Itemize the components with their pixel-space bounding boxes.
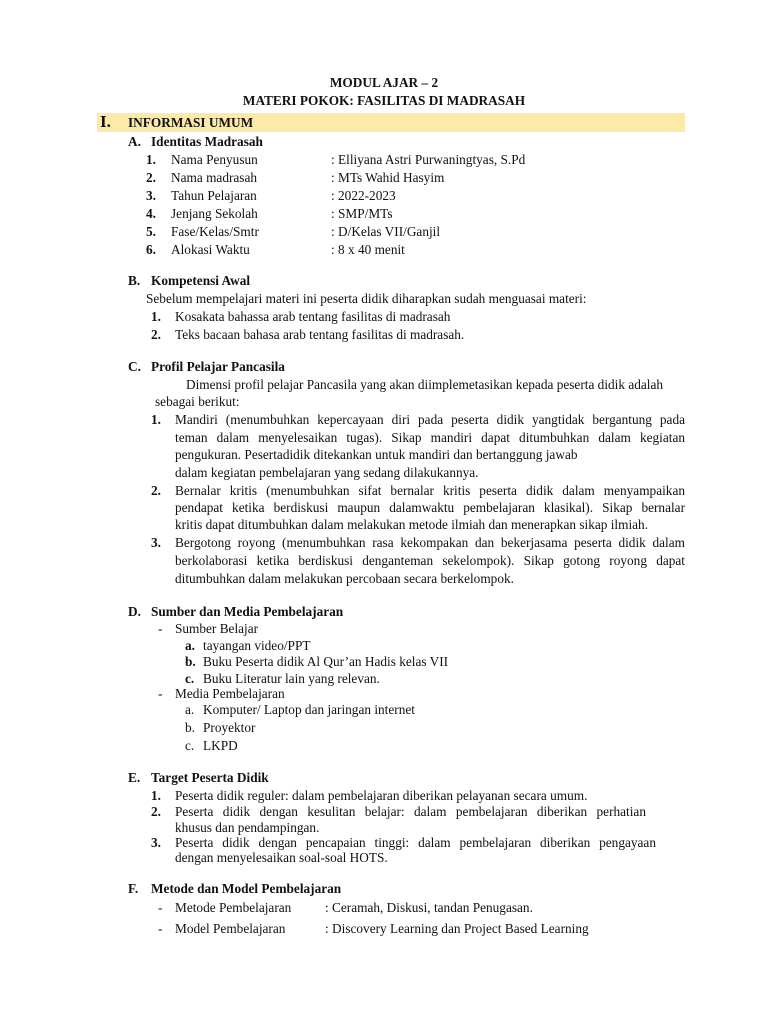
media-letter: c. [185, 738, 195, 753]
subsection-b-title: Kompetensi Awal [151, 273, 251, 288]
identity-num: 4. [146, 206, 156, 221]
identity-label: Fase/Kelas/Smtr [171, 224, 259, 239]
subsection-f-letter: F. [128, 881, 139, 896]
identity-num: 2. [146, 170, 156, 185]
media-letter: a. [185, 702, 195, 717]
identity-num: 6. [146, 242, 156, 257]
identity-value: : SMP/MTs [331, 206, 393, 221]
profile-item-line: Bernalar kritis (menumbuhkan sifat bernalar kritis peserta didik dalam menyampaikan [175, 483, 685, 498]
profile-item-line: dalam kegiatan pembelajaran yang sedang dilakukannya. [175, 465, 479, 480]
identity-label: Nama madrasah [171, 170, 258, 185]
method-value: : Discovery Learning dan Project Based Learning [325, 921, 589, 936]
profile-intro-line: Dimensi profil pelajar Pancasila yang akan diimplemetasikan kepada peserta didik adalah [186, 377, 664, 392]
profile-item-num: 2. [151, 483, 161, 498]
competency-num: 1. [151, 309, 161, 324]
profile-item-line: Mandiri (menumbuhkan kepercayaan diri pada peserta didik yangtidak bergantung pada [175, 412, 685, 427]
subsection-d-letter: D. [128, 604, 141, 619]
method-dash: - [158, 921, 163, 936]
resource-item: Buku Peserta didik Al Qur’an Hadis kelas VII [203, 654, 449, 669]
profile-item-line: pengukuran. Pesertadidik ditekankan untuk mandiri dan bertanggung jawab [175, 447, 578, 462]
competency-num: 2. [151, 327, 161, 342]
profile-item-line: pendapat ketika berdiskusi maupun dalamwaktu pembelajaran klasikal). Sikap bernalar [175, 500, 685, 515]
section-1-number: I. [100, 112, 111, 131]
target-line: khusus dan pendampingan. [175, 820, 320, 835]
profile-item-num: 1. [151, 412, 161, 427]
target-num: 1. [151, 788, 161, 803]
profile-intro-line: sebagai berikut: [155, 394, 240, 409]
subsection-e-title: Target Peserta Didik [151, 770, 269, 785]
target-line: Peserta didik reguler: dalam pembelajaran diberikan pelayanan secara umum. [175, 788, 588, 803]
competency-item: Teks bacaan bahasa arab tentang fasilitas di madrasah. [175, 327, 465, 342]
resource-letter: b. [185, 654, 196, 669]
identity-value: : Elliyana Astri Purwaningtyas, S.Pd [331, 152, 526, 167]
identity-num: 5. [146, 224, 156, 239]
resource-group-label: Sumber Belajar [175, 621, 259, 636]
media-item: LKPD [203, 738, 238, 753]
subsection-c-letter: C. [128, 359, 141, 374]
profile-item-line: Bergotong royong (menumbuhkan rasa kekompakan dan bekerjasama peserta didik dalam [175, 535, 685, 550]
profile-item-line: ditumbuhkan dalam melakukan percobaan secara berkelompok. [175, 571, 514, 586]
profile-item-num: 3. [151, 535, 161, 550]
media-letter: b. [185, 720, 195, 735]
competency-item: Kosakata bahassa arab tentang fasilitas di madrasah [175, 309, 451, 324]
target-line: Peserta didik dengan pencapaian tinggi: dalam pembelajaran diberikan pengayaan [175, 835, 656, 850]
identity-label: Nama Penyusun [171, 152, 258, 167]
section-1-title: INFORMASI UMUM [128, 115, 254, 130]
identity-label: Tahun Pelajaran [171, 188, 257, 203]
method-label: Model Pembelajaran [175, 921, 286, 936]
target-line: dengan menyelesaikan soal-soal HOTS. [175, 850, 388, 865]
subsection-b-letter: B. [128, 273, 141, 288]
identity-label: Alokasi Waktu [171, 242, 250, 257]
method-value: : Ceramah, Diskusi, tandan Penugasan. [325, 900, 533, 915]
book-title: Al Qur’an Hadis [306, 654, 396, 669]
doc-title-line2: MATERI POKOK: FASILITAS DI MADRASAH [242, 93, 526, 108]
subsection-a-letter: A. [128, 134, 141, 149]
subsection-c-title: Profil Pelajar Pancasila [151, 359, 285, 374]
resource-item: tayangan video/PPT [203, 638, 311, 653]
method-dash: - [158, 900, 163, 915]
resource-item: Buku Literatur lain yang relevan. [203, 671, 380, 686]
target-num: 3. [151, 835, 161, 850]
list-dash: - [158, 686, 163, 701]
media-item: Komputer/ Laptop dan jaringan internet [203, 702, 415, 717]
profile-item-line: kritis dapat ditumbuhkan dalam melakukan metode ilmiah dan menerapkan sikap ilmiah. [175, 517, 649, 532]
profile-item-line: berkolaborasi ketika berdiskusi denganteman sekelompok). Sikap gotong royong dapat [175, 553, 685, 568]
identity-value: : 2022-2023 [331, 188, 396, 203]
identity-value: : D/Kelas VII/Ganjil [331, 224, 441, 239]
resource-group-label: Media Pembelajaran [175, 686, 285, 701]
identity-label: Jenjang Sekolah [171, 206, 258, 221]
subsection-f-title: Metode dan Model Pembelajaran [151, 881, 342, 896]
identity-num: 3. [146, 188, 156, 203]
target-num: 2. [151, 804, 161, 819]
list-dash: - [158, 621, 163, 636]
method-label: Metode Pembelajaran [175, 900, 292, 915]
media-item: Proyektor [203, 720, 256, 735]
subsection-a-title: Identitas Madrasah [151, 134, 263, 149]
profile-item-line: teman dalam menyelesaikan tugas). Sikap mandiri dapat ditumbuhkan dalam kegiatan [175, 430, 685, 445]
doc-title-line1: MODUL AJAR – 2 [329, 75, 439, 90]
target-line: Peserta didik dengan kesulitan belajar: dalam pembelajaran diberikan perhatian [175, 804, 646, 819]
subsection-d-title: Sumber dan Media Pembelajaran [151, 604, 344, 619]
identity-value: : 8 x 40 menit [331, 242, 405, 257]
resource-letter: a. [185, 638, 195, 653]
resource-letter: c. [185, 671, 195, 686]
identity-num: 1. [146, 152, 156, 167]
competency-intro: Sebelum mempelajari materi ini peserta didik diharapkan sudah menguasai materi: [146, 291, 587, 306]
identity-value: : MTs Wahid Hasyim [331, 170, 445, 185]
subsection-e-letter: E. [128, 770, 141, 785]
